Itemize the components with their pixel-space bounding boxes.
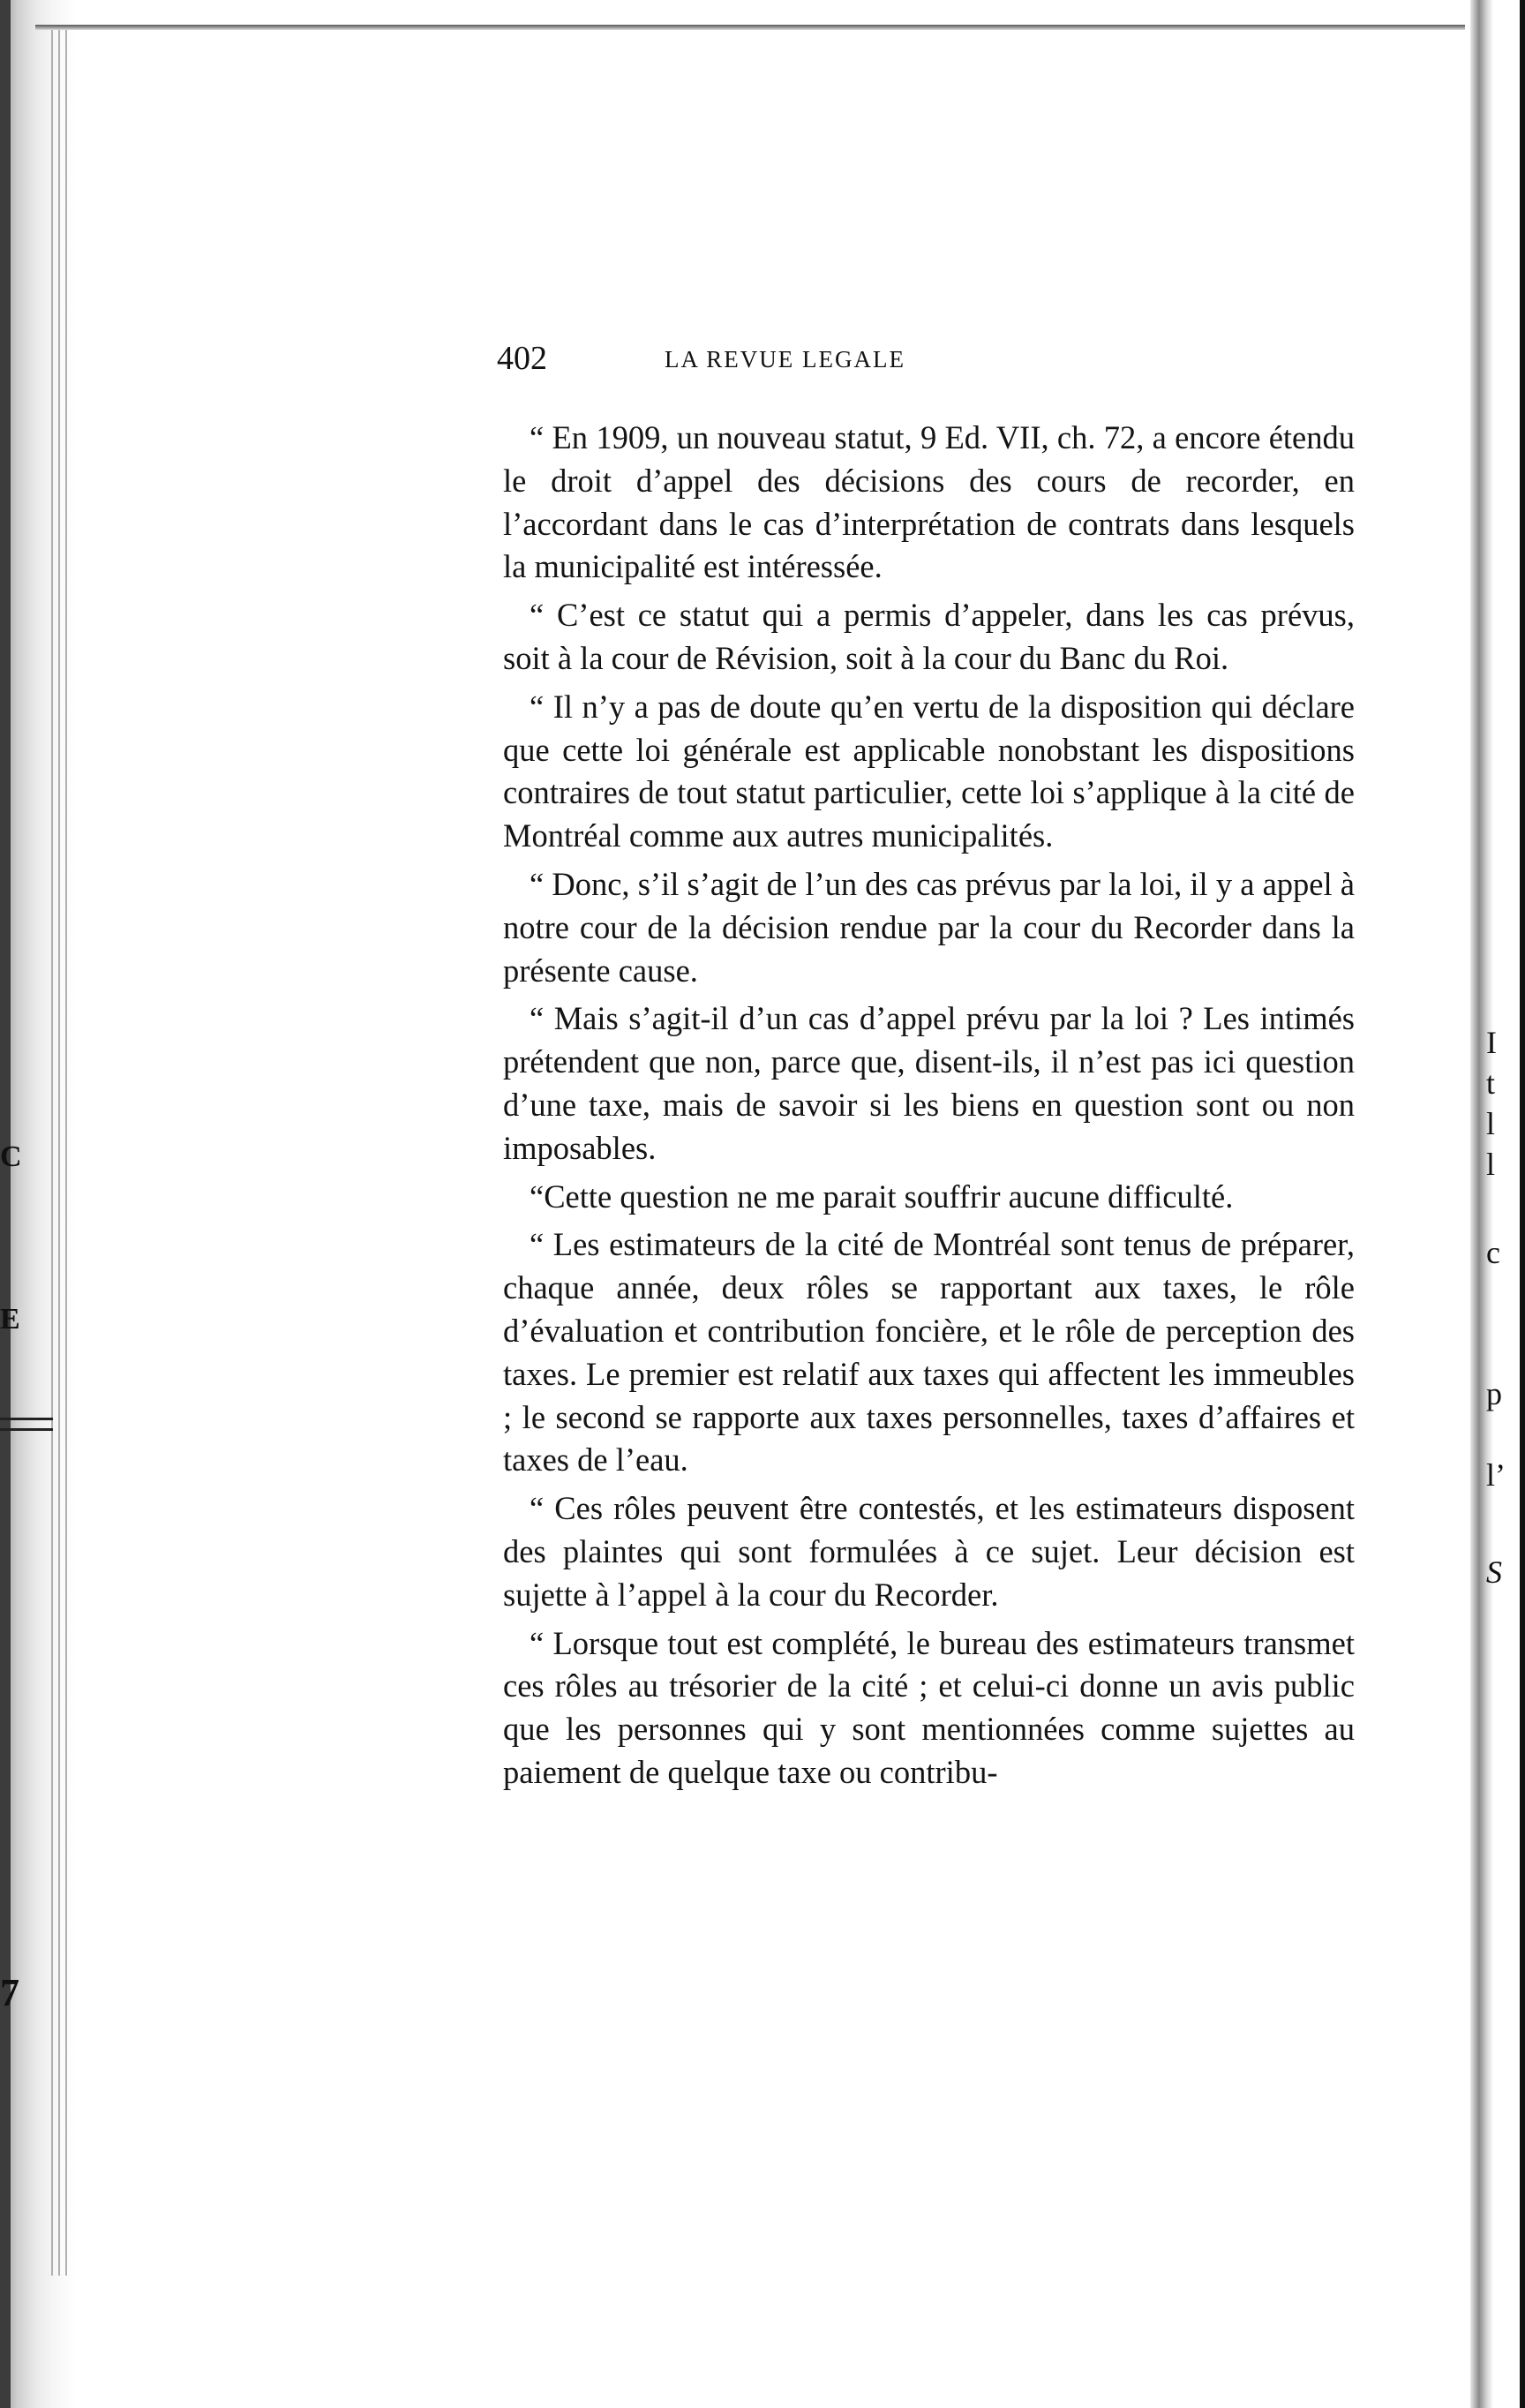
right-border [1520, 0, 1525, 2408]
page-stack-line [58, 26, 60, 2276]
left-margin-fragment: C [0, 1140, 22, 1173]
book-spine [0, 0, 11, 2408]
next-page-edge [1470, 0, 1525, 2408]
paragraph: “ Donc, s’il s’agit de l’un des cas prévus par la loi, il y a appel à notre cour de la décision rendue par la cour du Recorder dans la présente cause. [503, 865, 1355, 989]
right-margin-fragment: I [1486, 1025, 1497, 1060]
left-margin-rule [0, 1418, 53, 1420]
paragraph: “ Mais s’agit-il d’un cas d’appel prévu par la loi ? Les intimés prétendent que non, parce que, disent-ils, il n’est pas ici question d’une taxe, mais de savoir si les biens en question sont ou non imposables. [503, 1000, 1355, 1166]
page-top-edge [35, 25, 1465, 30]
paragraph: “ Lorsque tout est complété, le bureau des estimateurs transmet ces rôles au trésorier de la cité ; et celui-ci donne un avis public que les personnes qui y sont mentionnées comme sujettes au paiement de quelque taxe ou contribu- [503, 1624, 1355, 1790]
right-margin-fragment: l [1486, 1106, 1496, 1141]
right-margin-fragment: l [1486, 1147, 1496, 1182]
paragraph: “Cette question ne me parait souffrir aucune difficulté. [530, 1178, 1234, 1215]
paragraph: “ Les estimateurs de la cité de Montréal sont tenus de préparer, chaque année, deux rôles se rapportant aux taxes, le rôle d’évaluation et contribution foncière, et le rôle de perception des taxes. Le premier est relatif aux taxes qui affectent les immeubles ; le second se rapporte aux taxes personnelles, taxes d’affaires et taxes de l’eau. [503, 1226, 1355, 1479]
body-text [503, 417, 1355, 1800]
right-margin-fragment: p [1486, 1376, 1502, 1411]
right-margin-fragment: t [1486, 1065, 1496, 1101]
page-stack-line [65, 26, 67, 2276]
paragraph: “ Ces rôles peuvent être contestés, et les estimateurs disposent des plaintes qui sont formulées à ce sujet. Leur décision est sujette à l’appel à la cour du Recorder. [503, 1490, 1355, 1613]
paragraph: “ Il n’y a pas de doute qu’en vertu de la disposition qui déclare que cette loi générale est applicable nonobstant les dispositions contraires de tout statut particulier, cette loi s’applique à la cité de Montréal comme aux autres municipalités. [503, 688, 1355, 854]
page-number: 402 [497, 340, 547, 377]
journal-title: LA REVUE LEGALE [665, 346, 905, 372]
left-margin-rule [0, 1428, 53, 1431]
right-margin-fragment: l’ [1486, 1457, 1506, 1493]
paragraph: “ En 1909, un nouveau statut, 9 Ed. VII, ch. 72, a encore étendu le droit d’appel des décisions des cours de recorder, en l’accordant dans le cas d’interprétation de contrats dans lesquels la municipalité est intéressée. [503, 419, 1355, 585]
paragraph: “ C’est ce statut qui a permis d’appeler, dans les cas prévus, soit à la cour de Révision, soit à la cour du Banc du Roi. [503, 597, 1355, 676]
page-stack-line [51, 26, 53, 2276]
left-margin-fragment: E [0, 1303, 20, 1336]
right-margin-fragment: c [1486, 1235, 1500, 1270]
running-head [497, 339, 1353, 383]
left-margin-fragment: 7 [0, 1971, 19, 2014]
right-margin-fragment: S [1486, 1554, 1502, 1590]
